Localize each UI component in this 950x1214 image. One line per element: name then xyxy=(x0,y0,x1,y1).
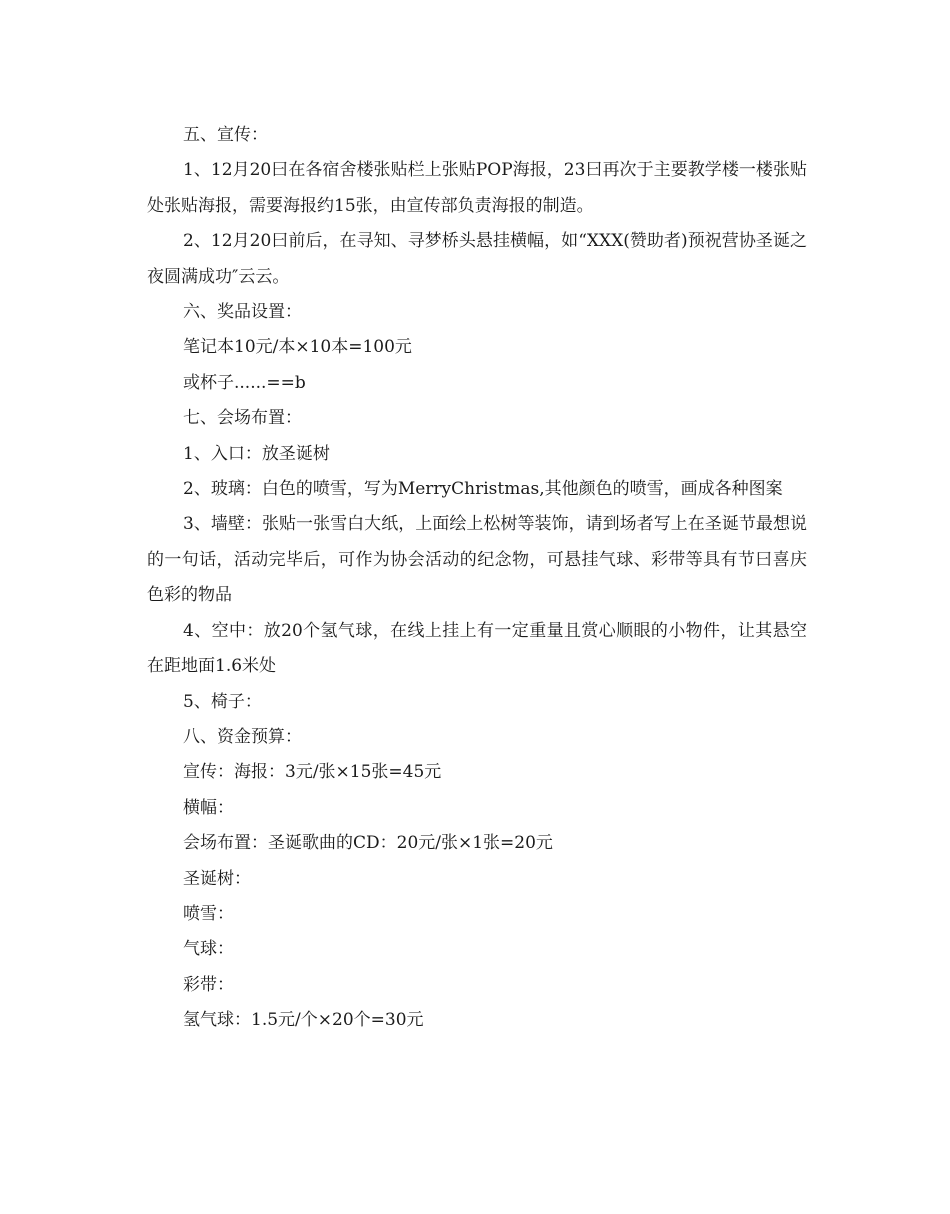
budget-line-spray-snow: 喷雪： xyxy=(183,903,234,924)
venue-item-4: 4、空中：放20个氢气球，在线上挂上有一定重量且赏心顺眼的小物件，让其悬空在距地面1.6米处 xyxy=(147,620,807,677)
budget-line-tree: 圣诞树： xyxy=(183,868,251,889)
section-heading-venue: 七、会场布置： xyxy=(183,408,302,429)
budget-line-cd: 会场布置：圣诞歌曲的CD：20元/张×1张=20元 xyxy=(183,833,553,854)
budget-line-poster: 宣传：海报：3元/张×15张=45元 xyxy=(183,762,442,783)
prize-line-notebook: 笔记本10元/本×10本=100元 xyxy=(183,337,412,358)
document-body xyxy=(147,118,807,1039)
section-heading-prizes: 六、奖品设置： xyxy=(183,302,302,323)
prize-line-cup: 或杯子......==b xyxy=(183,372,306,393)
section-heading-budget: 八、资金预算： xyxy=(183,726,302,747)
venue-item-5: 5、椅子： xyxy=(183,691,262,712)
budget-line-banner: 横幅： xyxy=(183,797,234,818)
budget-line-balloons: 气球： xyxy=(183,939,234,960)
publicity-item-1: 1、12月20曰在各宿舍楼张贴栏上张贴POP海报，23曰再次于主要教学楼一楼张贴处张贴海报，需要海报约15张，由宣传部负责海报的制造。 xyxy=(147,160,807,216)
section-heading-publicity: 五、宣传： xyxy=(183,125,268,145)
budget-line-hydrogen-balloons: 氢气球：1.5元/个×20个=30元 xyxy=(183,1010,424,1031)
venue-item-1: 1、入口：放圣诞树 xyxy=(183,443,330,464)
venue-item-2: 2、玻璃：白色的喷雪，写为MerryChristmas,其他颜色的喷雪，画成各种图案 xyxy=(183,479,783,500)
budget-line-ribbons: 彩带： xyxy=(183,974,234,995)
venue-item-3: 3、墙壁：张贴一张雪白大纸，上面绘上松树等装饰，请到场者写上在圣诞节最想说的一句话，活动完毕后，可作为协会活动的纪念物，可悬挂气球、彩带等具有节曰喜庆色彩的物品 xyxy=(147,514,807,606)
publicity-item-2: 2、12月20曰前后，在寻知、寻梦桥头悬挂横幅，如“XXX(赞助者)预祝营协圣诞之夜圆满成功″云云。 xyxy=(147,231,807,287)
